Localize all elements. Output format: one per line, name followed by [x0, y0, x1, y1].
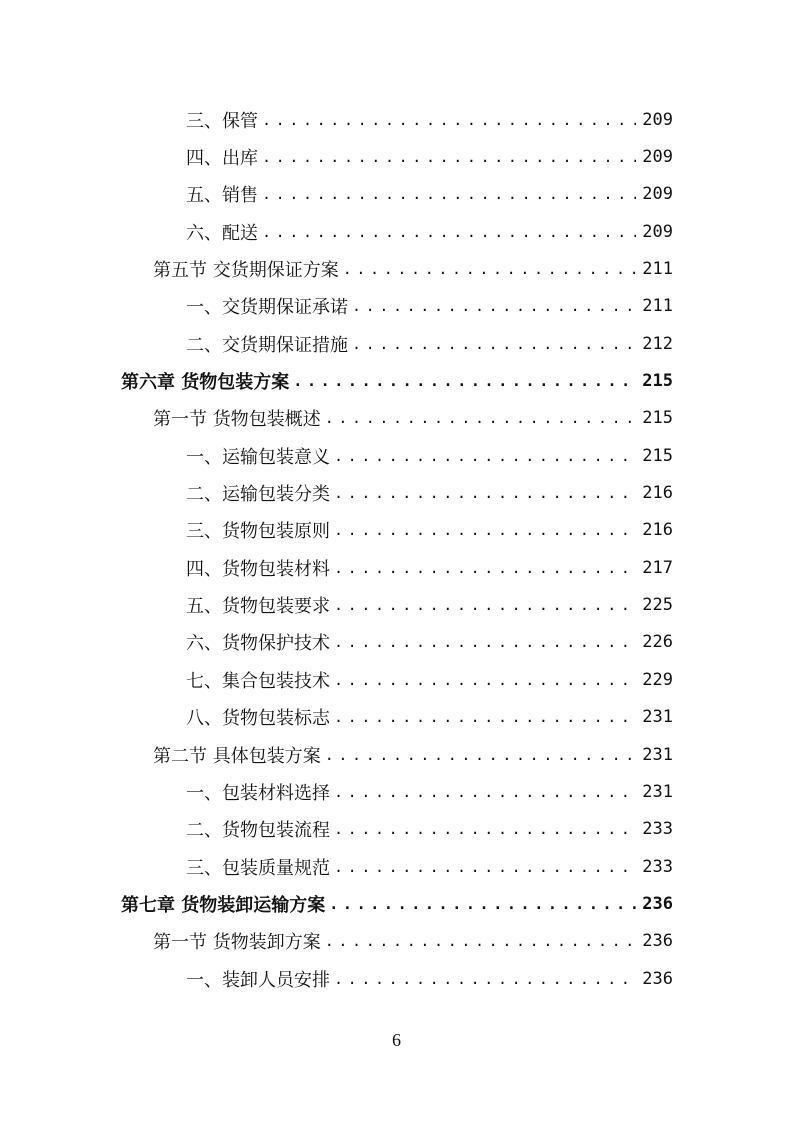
- toc-section-entry[interactable]: [0, 736, 793, 773]
- toc-entry[interactable]: [0, 512, 793, 549]
- toc-entry[interactable]: [0, 699, 793, 736]
- toc-entry-title: 一、运输包装意义: [186, 446, 330, 468]
- toc-dot-leader: [329, 895, 636, 913]
- page-number: 6: [392, 1030, 401, 1050]
- toc-entry-page: 209: [642, 109, 673, 130]
- toc-entry-page: 236: [642, 968, 673, 989]
- toc-chapter-entry[interactable]: [0, 362, 793, 399]
- toc-dot-leader: [334, 559, 636, 577]
- toc-entry-title: 二、货物包装流程: [186, 820, 330, 842]
- toc-dot-leader: [293, 372, 636, 390]
- toc-entry-title: 第一节 货物装卸方案: [153, 932, 321, 954]
- toc-dot-leader: [334, 708, 636, 726]
- toc-entry-title: 三、包装质量规范: [186, 857, 330, 879]
- toc-entry-title: 五、货物包装要求: [186, 596, 330, 618]
- toc-entry-page: 225: [642, 595, 673, 616]
- toc-entry-title: 二、交货期保证措施: [186, 334, 348, 356]
- toc-entry[interactable]: [0, 661, 793, 698]
- toc-entry-page: 217: [642, 557, 673, 578]
- toc-dot-leader: [262, 111, 636, 129]
- toc-entry-page: 226: [642, 632, 673, 653]
- table-of-contents: [0, 101, 793, 997]
- toc-entry-page: 236: [642, 893, 673, 914]
- toc-entry-page: 211: [642, 259, 673, 280]
- toc-dot-leader: [334, 633, 636, 651]
- toc-entry-title: 三、保管: [186, 110, 258, 132]
- toc-entry-title: 第六章 货物包装方案: [121, 372, 290, 394]
- toc-entry-title: 六、配送: [186, 222, 258, 244]
- toc-entry-title: 六、货物保护技术: [186, 633, 330, 655]
- toc-dot-leader: [334, 447, 636, 465]
- toc-entry-title: 一、装卸人员安排: [186, 969, 330, 991]
- toc-entry[interactable]: [0, 773, 793, 810]
- toc-entry-title: 二、运输包装分类: [186, 484, 330, 506]
- toc-dot-leader: [262, 148, 636, 166]
- toc-dot-leader: [325, 932, 637, 950]
- toc-dot-leader: [325, 746, 637, 764]
- toc-entry[interactable]: [0, 213, 793, 250]
- toc-entry[interactable]: [0, 288, 793, 325]
- toc-entry-title: 三、货物包装原则: [186, 521, 330, 543]
- toc-dot-leader: [262, 223, 636, 241]
- toc-entry-page: 215: [642, 408, 673, 429]
- toc-entry-title: 八、货物包装标志: [186, 708, 330, 730]
- toc-entry[interactable]: [0, 549, 793, 586]
- toc-dot-leader: [262, 185, 636, 203]
- toc-entry[interactable]: [0, 176, 793, 213]
- toc-entry-title: 五、销售: [186, 185, 258, 207]
- toc-entry-page: 209: [642, 221, 673, 242]
- toc-entry-page: 233: [642, 819, 673, 840]
- toc-entry-page: 231: [642, 744, 673, 765]
- toc-dot-leader: [334, 596, 636, 614]
- toc-entry-page: 233: [642, 856, 673, 877]
- toc-entry[interactable]: [0, 138, 793, 175]
- toc-entry-page: 231: [642, 707, 673, 728]
- toc-entry[interactable]: [0, 848, 793, 885]
- toc-entry[interactable]: [0, 325, 793, 362]
- toc-entry[interactable]: [0, 811, 793, 848]
- toc-entry[interactable]: [0, 586, 793, 623]
- toc-entry-page: 216: [642, 520, 673, 541]
- toc-section-entry[interactable]: [0, 923, 793, 960]
- toc-section-entry[interactable]: [0, 400, 793, 437]
- toc-entry-page: 231: [642, 781, 673, 802]
- toc-entry[interactable]: [0, 101, 793, 138]
- toc-entry-title: 七、集合包装技术: [186, 670, 330, 692]
- toc-dot-leader: [334, 671, 636, 689]
- toc-dot-leader: [334, 783, 636, 801]
- toc-entry-page: 236: [642, 931, 673, 952]
- toc-dot-leader: [334, 521, 636, 539]
- toc-entry-title: 四、出库: [186, 148, 258, 170]
- toc-entry-page: 215: [642, 371, 673, 392]
- toc-dot-leader: [352, 335, 636, 353]
- toc-entry-title: 第五节 交货期保证方案: [153, 260, 339, 282]
- toc-dot-leader: [325, 409, 637, 427]
- toc-entry-title: 一、交货期保证承诺: [186, 297, 348, 319]
- toc-entry-title: 四、货物包装材料: [186, 558, 330, 580]
- toc-entry-page: 212: [642, 333, 673, 354]
- toc-entry-page: 211: [642, 296, 673, 317]
- toc-dot-leader: [334, 484, 636, 502]
- toc-entry[interactable]: [0, 624, 793, 661]
- toc-dot-leader: [334, 820, 636, 838]
- toc-entry[interactable]: [0, 437, 793, 474]
- toc-entry[interactable]: [0, 960, 793, 997]
- toc-entry-page: 216: [642, 483, 673, 504]
- toc-dot-leader: [334, 858, 636, 876]
- toc-entry-page: 209: [642, 184, 673, 205]
- toc-entry-title: 第七章 货物装卸运输方案: [121, 894, 326, 916]
- toc-entry-page: 215: [642, 445, 673, 466]
- toc-section-entry[interactable]: [0, 250, 793, 287]
- toc-chapter-entry[interactable]: [0, 885, 793, 922]
- toc-entry-title: 第二节 具体包装方案: [153, 745, 321, 767]
- toc-entry-page: 209: [642, 147, 673, 168]
- toc-dot-leader: [352, 297, 636, 315]
- toc-entry-title: 第一节 货物包装概述: [153, 409, 321, 431]
- toc-entry-title: 一、包装材料选择: [186, 782, 330, 804]
- toc-entry[interactable]: [0, 474, 793, 511]
- toc-entry-page: 229: [642, 669, 673, 690]
- toc-dot-leader: [334, 970, 636, 988]
- toc-dot-leader: [343, 260, 637, 278]
